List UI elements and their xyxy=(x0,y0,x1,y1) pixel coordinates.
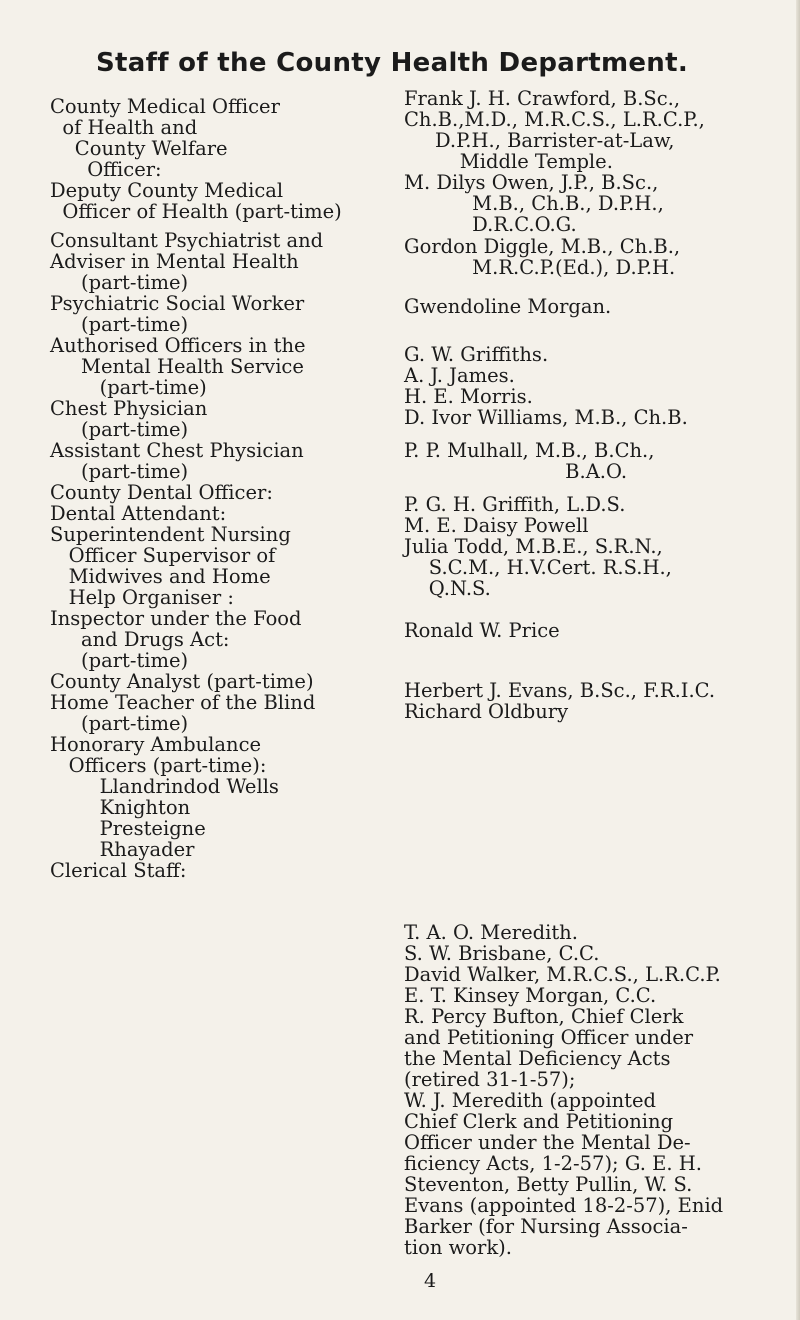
right-entry-social-worker: Gwendoline Morgan. xyxy=(404,295,612,318)
right-entry-county-medical-officer: Frank J. H. Crawford, B.Sc., Ch.B.,M.D., M.R.C.S., L.R.C.P., D.P.H., Barrister-at-Law, Middle Temple. xyxy=(404,87,705,173)
right-entry-authorised-officers: G. W. Griffiths. A. J. James. H. E. Morris. D. Ivor Williams, M.B., Ch.B. xyxy=(404,343,688,429)
right-entry-deputy-officer: M. Dilys Owen, J.P., B.Sc., M.B., Ch.B., D.P.H., D.R.C.O.G. xyxy=(404,171,664,236)
right-entry-food-inspector: Ronald W. Price xyxy=(404,619,560,642)
page-number: 4 xyxy=(424,1270,437,1292)
left-block-staff-roles: Consultant Psychiatrist and Adviser in Mental Health (part-time) Psychiatric Social Worker (part-time) Authorised Officers in the Mental Health Service (part-time) Chest Physician (part-time) Assistant Chest Physician (part-time) County Dental Officer: Dental Attendant: Superintendent Nursing Officer Supervisor of Midwives and Home Help Organiser : Inspector under the Food and Drugs Act: (part-time) County Analyst (part-time) Home Teacher of the Blind (part-time) Honorary Ambulance Officers (part-time): Llandrindod Wells Knighton Presteigne Rhayader Clerical Staff: xyxy=(50,229,324,882)
page-title: Staff of the County Health Department. xyxy=(96,48,689,78)
right-entry-chest-physician: P. P. Mulhall, M.B., B.Ch., B.A.O. xyxy=(404,439,655,483)
right-entry-ambulance-and-clerical: T. A. O. Meredith. S. W. Brisbane, C.C. David Walker, M.R.C.S., L.R.C.P. E. T. Kinsey Morgan, C.C. R. Percy Bufton, Chief Clerk and Petitioning Officer under the Mental Deficiency Acts (retired 31-1-57); W. J. Meredith (appointed Chief Clerk and Petitioning Officer under the Mental De- ficiency Acts, 1-2-57); G. E. H. Steventon, Betty Pullin, W. S. Evans (appointed 18-2-57), Enid Barker (for Nursing Associa- tion work). xyxy=(404,921,724,1259)
page-edge-shadow xyxy=(796,0,800,1320)
right-entry-dental-and-nursing: P. G. H. Griffith, L.D.S. M. E. Daisy Powell Julia Todd, M.B.E., S.R.N., S.C.M., H.V.Cert. R.S.H., Q.N.S. xyxy=(404,493,672,600)
right-entry-analyst-and-teacher: Herbert J. Evans, B.Sc., F.R.I.C. Richard Oldbury xyxy=(404,679,716,723)
left-block-medical-officers: County Medical Officer of Health and County Welfare Officer: Deputy County Medical Officer of Health (part-time) xyxy=(50,95,342,223)
right-entry-consultant-psychiatrist: Gordon Diggle, M.B., Ch.B., M.R.C.P.(Ed.), D.P.H. xyxy=(404,235,681,279)
